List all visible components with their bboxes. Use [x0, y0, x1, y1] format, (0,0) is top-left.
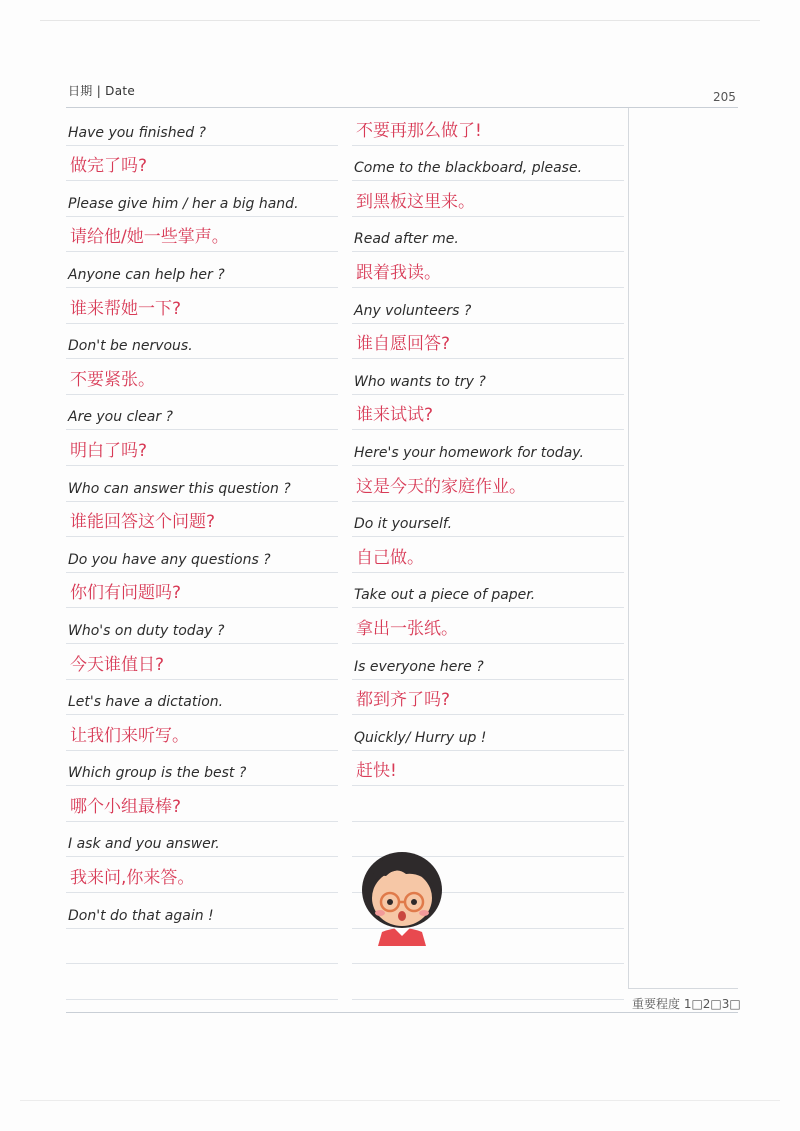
left-row	[66, 573, 338, 609]
english-phrase: Are you clear ?	[68, 409, 173, 426]
right-row	[352, 324, 624, 360]
right-row	[352, 502, 624, 538]
page-bottom-edge	[20, 1100, 780, 1101]
left-row	[66, 893, 338, 929]
margin-bottom-rule	[628, 988, 738, 989]
right-row	[352, 573, 624, 609]
page-top-edge	[40, 20, 760, 21]
chinese-phrase: 谁来帮她一下?	[70, 298, 182, 319]
chinese-phrase: 谁能回答这个问题?	[70, 512, 216, 533]
english-phrase: Here's your homework for today.	[354, 444, 584, 461]
importance-label: 重要程度 1□2□3□	[632, 997, 741, 1011]
right-row	[352, 395, 624, 431]
right-row	[352, 252, 624, 288]
chinese-phrase: 赶快!	[356, 761, 397, 782]
left-row	[66, 751, 338, 787]
date-label: 日期 | Date	[68, 84, 136, 98]
right-row	[352, 680, 624, 716]
left-row	[66, 715, 338, 751]
chinese-phrase: 这是今天的家庭作业。	[356, 476, 526, 497]
right-row	[352, 430, 624, 466]
chinese-phrase: 做完了吗?	[70, 156, 148, 177]
english-phrase: Who's on duty today ?	[68, 622, 225, 639]
chinese-phrase: 今天谁值日?	[70, 654, 165, 675]
right-row	[352, 715, 624, 751]
left-row	[66, 644, 338, 680]
chinese-phrase: 跟着我读。	[356, 262, 441, 283]
right-row	[352, 466, 624, 502]
right-row	[352, 608, 624, 644]
english-phrase: Take out a piece of paper.	[354, 587, 536, 604]
header-divider	[66, 107, 738, 108]
left-row	[66, 857, 338, 893]
right-row	[352, 181, 624, 217]
right-row	[352, 751, 624, 787]
left-row	[66, 430, 338, 466]
english-phrase: Who wants to try ?	[354, 373, 486, 390]
left-row	[66, 502, 338, 538]
chinese-phrase: 谁自愿回答?	[356, 334, 451, 355]
english-phrase: Let's have a dictation.	[68, 694, 224, 711]
left-row	[66, 252, 338, 288]
right-row	[352, 964, 624, 1000]
chinese-phrase: 到黑板这里来。	[356, 191, 475, 212]
english-phrase: Which group is the best ?	[68, 765, 247, 782]
left-row	[66, 786, 338, 822]
right-row	[352, 537, 624, 573]
chinese-phrase: 不要再那么做了!	[356, 120, 482, 141]
left-row	[66, 181, 338, 217]
right-row	[352, 359, 624, 395]
right-row	[352, 110, 624, 146]
chinese-phrase: 拿出一张纸。	[356, 618, 458, 639]
girl-with-glasses-icon	[356, 846, 448, 946]
english-phrase: Who can answer this question ?	[68, 480, 291, 497]
left-row	[66, 395, 338, 431]
english-phrase: I ask and you answer.	[68, 836, 220, 853]
left-row	[66, 288, 338, 324]
english-phrase: Read after me.	[354, 231, 459, 248]
chinese-phrase: 你们有问题吗?	[70, 583, 182, 604]
left-row	[66, 964, 338, 1000]
left-column	[66, 110, 338, 1000]
chinese-phrase: 谁来试试?	[356, 405, 434, 426]
chinese-phrase: 我来问,你来答。	[70, 868, 195, 889]
right-row	[352, 146, 624, 182]
margin-rule	[628, 108, 629, 988]
footer-divider	[66, 1012, 738, 1013]
english-phrase: Please give him / her a big hand.	[68, 195, 299, 212]
english-phrase: Is everyone here ?	[354, 658, 484, 675]
left-row	[66, 110, 338, 146]
english-phrase: Don't do that again !	[68, 907, 214, 924]
page-number: 205	[713, 90, 736, 104]
english-phrase: Have you finished ?	[68, 124, 206, 141]
right-row	[352, 217, 624, 253]
english-phrase: Do you have any questions ?	[68, 551, 271, 568]
left-row	[66, 359, 338, 395]
chinese-phrase: 自己做。	[356, 547, 424, 568]
right-row	[352, 644, 624, 680]
chinese-phrase: 不要紧张。	[70, 369, 155, 390]
english-phrase: Do it yourself.	[354, 516, 453, 533]
chinese-phrase: 哪个小组最棒?	[70, 796, 182, 817]
left-row	[66, 929, 338, 965]
english-phrase: Come to the blackboard, please.	[354, 160, 583, 177]
chinese-phrase: 明白了吗?	[70, 440, 148, 461]
english-phrase: Don't be nervous.	[68, 338, 193, 355]
chinese-phrase: 都到齐了吗?	[356, 690, 451, 711]
left-row	[66, 324, 338, 360]
right-row	[352, 786, 624, 822]
left-row	[66, 537, 338, 573]
left-row	[66, 466, 338, 502]
left-row	[66, 217, 338, 253]
chinese-phrase: 让我们来听写。	[70, 725, 189, 746]
english-phrase: Quickly/ Hurry up !	[354, 729, 487, 746]
right-row	[352, 288, 624, 324]
english-phrase: Any volunteers ?	[354, 302, 472, 319]
left-row	[66, 680, 338, 716]
left-row	[66, 146, 338, 182]
chinese-phrase: 请给他/她一些掌声。	[70, 227, 229, 248]
left-row	[66, 822, 338, 858]
english-phrase: Anyone can help her ?	[68, 266, 225, 283]
left-row	[66, 608, 338, 644]
